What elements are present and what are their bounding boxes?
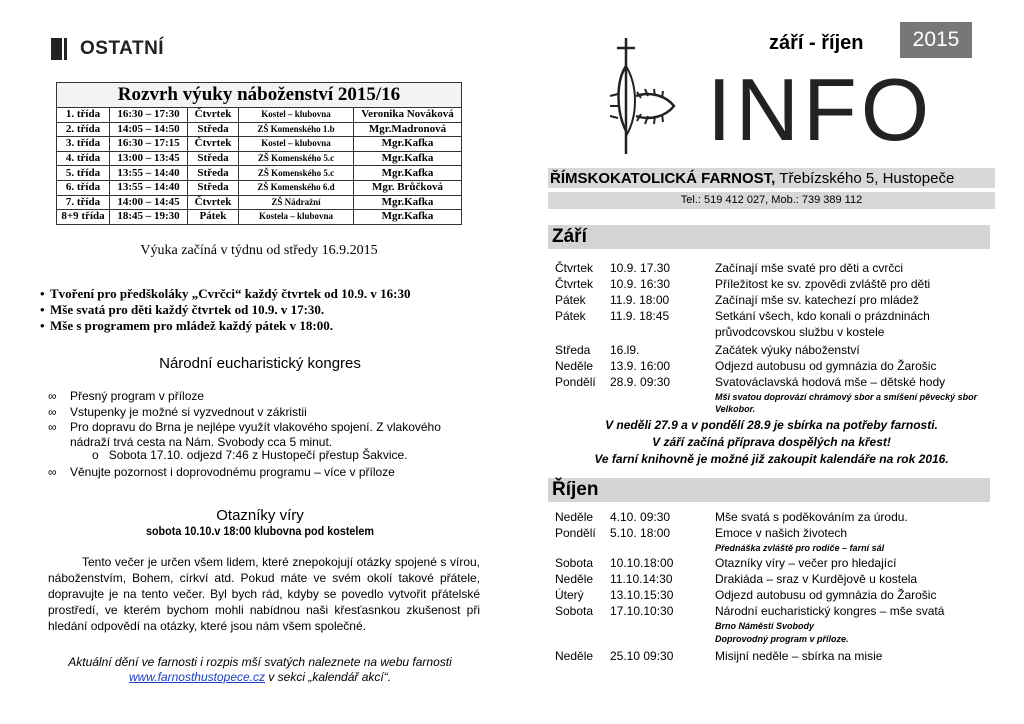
event-row: [555, 603, 995, 619]
list-item-text: Pro dopravu do Brna je nejlépe využít vlakového spojení. Z vlakového nádraží trvá cesta na Nám. Svobody cca 5 minut.: [70, 420, 441, 449]
event-time: 13.9. 16:00: [610, 359, 671, 373]
notice: V září začíná příprava dospělých na křest!: [652, 435, 891, 449]
table-row: [57, 151, 462, 166]
event-row: [555, 555, 995, 571]
class-cell: 2. třída: [57, 122, 110, 137]
event-row: [555, 324, 995, 340]
event-text: průvodcovskou službu v kostele: [715, 325, 885, 339]
day-cell: Středa: [188, 122, 239, 137]
infinity-bullet-icon: ∞: [48, 389, 57, 403]
time-cell: 13:55 – 14:40: [110, 166, 188, 181]
day-cell: Středa: [188, 180, 239, 195]
event-time: 11.9. 18:45: [610, 309, 670, 323]
class-cell: 6. třída: [57, 180, 110, 195]
event-row: [555, 525, 995, 541]
event-day: Pátek: [555, 309, 586, 323]
teacher-cell: Mgr.Kafka: [354, 151, 462, 166]
event-row: [555, 571, 995, 587]
teacher-cell: Veronika Nováková: [354, 108, 462, 123]
teacher-cell: Mgr.Kafka: [354, 166, 462, 181]
day-cell: Čtvrtek: [188, 108, 239, 123]
cross-logo-icon: [596, 36, 686, 156]
class-cell: 1. třída: [57, 108, 110, 123]
event-text: Odjezd autobusu od gymnázia do Žarošic: [715, 359, 937, 373]
table-row: [57, 210, 462, 225]
event-text: Začínají mše svaté pro děti a cvrčci: [715, 261, 904, 275]
time-cell: 13:55 – 14:40: [110, 180, 188, 195]
year-badge: 2015: [900, 22, 972, 58]
month-bar-october: [548, 478, 990, 502]
sub-list-item: [92, 448, 408, 462]
sub-list-item-text: Sobota 17.10. odjezd 7:46 z Hustopečí přestup Šakvice.: [108, 448, 408, 462]
table-row: [57, 195, 462, 210]
event-note: Doprovodný program v příloze.: [715, 634, 849, 644]
bullet-text: Tvoření pro předškoláky „Cvrčci“ každý čtvrtek od 10.9. v 16:30: [50, 286, 411, 301]
parish-name: ŘÍMSKOKATOLICKÁ FARNOST,: [550, 170, 776, 187]
event-text: Emoce v našich životech: [715, 526, 848, 540]
place-cell: Kostel – klubovna: [239, 137, 354, 152]
teacher-cell: Mgr.Kafka: [354, 195, 462, 210]
event-row: [555, 276, 995, 292]
event-day: Pátek: [555, 293, 586, 307]
event-text: Misijní neděle – sbírka na misie: [715, 649, 883, 663]
event-text: Otazníky víry – večer pro hledající: [715, 556, 897, 570]
event-note: Přednáška zvláště pro rodiče – farní sál: [715, 543, 885, 553]
class-cell: 7. třída: [57, 195, 110, 210]
class-cell: 3. třída: [57, 137, 110, 152]
list-item: [40, 302, 324, 318]
list-item: [40, 318, 333, 334]
event-row: [555, 648, 995, 664]
bullet-text: Mše svatá pro děti každý čtvrtek od 10.9. v 17:30.: [50, 302, 325, 317]
place-cell: Kostel – klubovna: [239, 108, 354, 123]
event-note: Brno Náměstí Svobody: [715, 621, 815, 631]
day-cell: Čtvrtek: [188, 195, 239, 210]
parish-header: [550, 170, 954, 187]
teacher-cell: Mgr. Brůčková: [354, 180, 462, 195]
event-day: Středa: [555, 343, 591, 357]
table-row: [57, 137, 462, 152]
event-day: Úterý: [555, 588, 584, 602]
event-time: 11.10.14:30: [610, 572, 673, 586]
event-text: Příležitost ke sv. zpovědi zvláště pro děti: [715, 277, 931, 291]
day-cell: Středa: [188, 151, 239, 166]
event-text: Začátek výuky náboženství: [715, 343, 860, 357]
table-row: [57, 180, 462, 195]
section-marker-icon: [51, 38, 67, 60]
day-cell: Pátek: [188, 210, 239, 225]
place-cell: ZŠ Komenského 1.b: [239, 122, 354, 137]
day-cell: Středa: [188, 166, 239, 181]
day-cell: Čtvrtek: [188, 137, 239, 152]
place-cell: ZŠ Komenského 5.c: [239, 151, 354, 166]
event-text: Mše svatá s poděkováním za úrodu.: [715, 510, 908, 524]
event-row: [555, 308, 995, 324]
bullet-icon: •: [40, 318, 45, 333]
place-cell: ZŠ Komenského 6.d: [239, 180, 354, 195]
event-time: 17.10.10:30: [610, 604, 674, 618]
list-item-text: Vstupenky je možné si vyzvednout v zákristii: [70, 405, 307, 419]
event-row: [555, 358, 995, 374]
otazniky-paragraph: Tento večer je určen všem lidem, které znepokojují otázky spojené s vírou, náboženstvím, Bohem, církví atd. Pokud máte ve svém okolí takové přátele, dopravujte je na tento večer. Byl bych rád, kdyby se povedlo vytvořit přátelské prostředí, ve kterém bychom mohli nabídnou naši křesťasnkou zkušenost při hledání odpovědí na otázky, které jsou nám všem společné.: [48, 555, 480, 633]
schedule-title: Rozvrh výuky náboženství 2015/16: [57, 83, 462, 108]
teacher-cell: Mgr.Kafka: [354, 210, 462, 225]
infinity-bullet-icon: ∞: [48, 405, 57, 419]
place-cell: ZŠ Komenského 5.c: [239, 166, 354, 181]
parish-website-link[interactable]: www.farnosthustopece.cz: [128, 670, 266, 684]
time-cell: 13:00 – 13:45: [110, 151, 188, 166]
event-time: 4.10. 09:30: [610, 510, 671, 524]
class-cell: 8+9 třída: [57, 210, 110, 225]
bullet-icon: •: [40, 302, 45, 317]
list-item-text: Přesný program v příloze: [70, 389, 205, 403]
event-day: Sobota: [555, 556, 594, 570]
month-heading-september: Září: [552, 226, 587, 247]
time-cell: 16:30 – 17:30: [110, 108, 188, 123]
event-text: Národní eucharistický kongres – mše svatá: [715, 604, 945, 618]
place-cell: Kostela – klubovna: [239, 210, 354, 225]
class-cell: 5. třída: [57, 166, 110, 181]
sub-bullet-icon: o: [92, 448, 99, 462]
event-text: Drakiáda – sraz v Kurdějově u kostela: [715, 572, 918, 586]
month-bar-september: [548, 225, 990, 249]
footer-link-line: [40, 670, 480, 684]
notice: Ve farní knihovně je možné již zakoupit kalendáře na rok 2016.: [594, 452, 949, 466]
start-note: Výuka začíná v týdnu od středy 16.9.2015: [140, 243, 378, 258]
infinity-bullet-icon: ∞: [48, 465, 57, 479]
event-row: [555, 509, 995, 525]
time-cell: 14:05 – 14:50: [110, 122, 188, 137]
footer-text-rest: v sekci „kalendář akcí“.: [265, 670, 392, 684]
event-day: Sobota: [555, 604, 594, 618]
event-time: 25.10 09:30: [610, 649, 674, 663]
schedule-table: [56, 82, 462, 225]
parish-address: Třebízského 5, Hustopeče: [779, 170, 955, 187]
event-row: [555, 342, 995, 358]
list-item: [40, 286, 411, 302]
table-row: [57, 166, 462, 181]
table-row: [57, 108, 462, 123]
event-time: 10.10.18:00: [610, 556, 674, 570]
event-day: Pondělí: [555, 375, 596, 389]
event-day: Čtvrtek: [555, 261, 594, 275]
notice: V neděli 27.9 a v pondělí 28.9 je sbírka na potřeby farnosti.: [605, 418, 938, 432]
event-day: Neděle: [555, 359, 594, 373]
info-title: INFO: [707, 60, 934, 159]
teacher-cell: Mgr.Madronová: [354, 122, 462, 137]
bullet-text: Mše s programem pro mládež každý pátek v 18:00.: [50, 318, 333, 333]
kongres-heading: Národní eucharistický kongres: [159, 355, 361, 372]
event-row: [555, 260, 995, 276]
time-cell: 18:45 – 19:30: [110, 210, 188, 225]
place-cell: ZŠ Nádražní: [239, 195, 354, 210]
section-title: OSTATNÍ: [80, 38, 165, 59]
event-text: Začínají mše sv. katechezí pro mládež: [715, 293, 919, 307]
event-time: 13.10.15:30: [610, 588, 674, 602]
date-range: září - říjen: [769, 32, 864, 54]
event-time: 16.l9.: [610, 343, 640, 357]
bullet-icon: •: [40, 286, 45, 301]
event-row: [555, 374, 995, 390]
month-heading-october: Říjen: [552, 479, 599, 500]
event-day: Pondělí: [555, 526, 596, 540]
otazniky-subheading: sobota 10.10.v 18:00 klubovna pod kostelem: [145, 524, 375, 538]
event-time: 11.9. 18:00: [610, 293, 670, 307]
event-day: Čtvrtek: [555, 277, 594, 291]
event-row: [555, 292, 995, 308]
list-item-text: Věnujte pozornost i doprovodnému programu – více v příloze: [70, 465, 395, 479]
event-day: Neděle: [555, 649, 594, 663]
contact-info: Tel.: 519 412 027, Mob.: 739 389 112: [680, 194, 863, 206]
event-text: Svatováclavská hodová mše – dětské hody: [715, 375, 946, 389]
event-time: 5.10. 18:00: [610, 526, 671, 540]
time-cell: 16:30 – 17:15: [110, 137, 188, 152]
class-cell: 4. třída: [57, 151, 110, 166]
infinity-bullet-icon: ∞: [48, 420, 57, 434]
otazniky-heading: Otazníky víry: [216, 507, 304, 524]
event-text: Setkání všech, kdo konali o prázdninách: [715, 309, 930, 323]
footer-text: Aktuální dění ve farnosti i rozpis mší svatých naleznete na webu farnosti: [68, 655, 452, 669]
event-note: Mši svatou doprovází chrámový sbor a smíšení pěvecký sbor Velkobor.: [715, 392, 978, 414]
event-time: 10.9. 17.30: [610, 261, 671, 275]
teacher-cell: Mgr.Kafka: [354, 137, 462, 152]
event-time: 10.9. 16:30: [610, 277, 671, 291]
event-day: Neděle: [555, 572, 594, 586]
table-row: [57, 122, 462, 137]
event-row: [555, 587, 995, 603]
event-time: 28.9. 09:30: [610, 375, 671, 389]
time-cell: 14:00 – 14:45: [110, 195, 188, 210]
event-day: Neděle: [555, 510, 594, 524]
event-text: Odjezd autobusu od gymnázia do Žarošic: [715, 588, 937, 602]
